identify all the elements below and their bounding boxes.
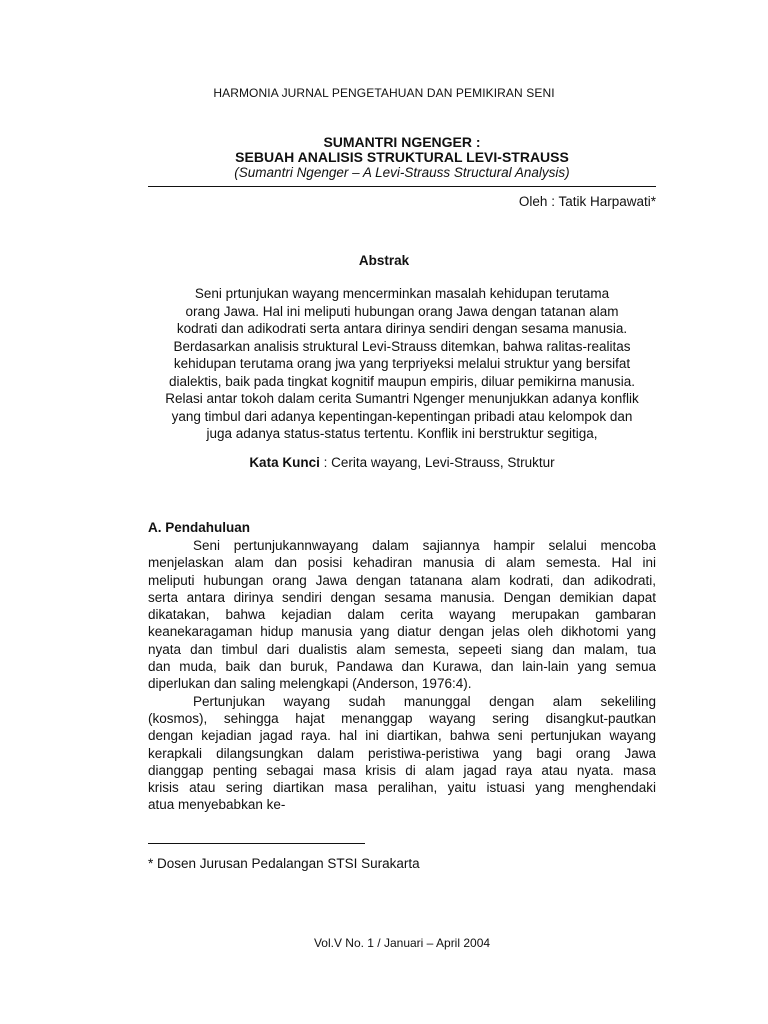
body-line: (kosmos), sehingga hajat menanggap wayang sering disangkut-pautkan xyxy=(148,710,656,726)
body-line: diperlukan dan saling melengkapi (Anderson, 1976:4). xyxy=(148,676,472,692)
body-line: menjelaskan alam dan posisi kehadiran manusia di alam semesta. Hal ini xyxy=(148,555,656,571)
abstract-body xyxy=(148,285,656,443)
section-body xyxy=(148,537,656,814)
abstract-line: yang timbul dari adanya kepentingan-kepentingan pribadi atau kelompok dan xyxy=(171,408,633,424)
body-line: atua menyebabkan ke- xyxy=(148,797,286,813)
body-line: meliputi hubungan orang Jawa dengan tatanana alam kodrati, dan adikodrati, xyxy=(148,572,656,588)
abstract-line: orang Jawa. Hal ini meliputi hubungan orang Jawa dengan tatanan alam xyxy=(185,303,619,319)
section-heading: A. Pendahuluan xyxy=(148,520,251,535)
article-title-block xyxy=(148,135,656,181)
body-line: serta antara dirinya sendiri dengan sesama manusia. Dengan demikian dapat xyxy=(148,589,656,605)
abstract-line: kehidupan terutama orang jwa yang terpriyeksi melalui struktur yang bersifat xyxy=(173,356,631,371)
abstract-line: Relasi antar tokoh dalam cerita Sumantri Ngenger menunjukkan adanya konflik xyxy=(165,391,639,406)
abstract-heading: Abstrak xyxy=(358,253,410,268)
body-line: Seni pertunjukannwayang dalam sajiannya hampir selalui mencoba xyxy=(193,538,656,553)
body-line: kerapkali dilangsungkan dalam peristiwa-peristiwa yang bagi orang Jawa xyxy=(148,745,656,761)
title-divider xyxy=(148,186,656,187)
article-title-line-1: SUMANTRI NGENGER : xyxy=(323,134,481,150)
abstract-line: Berdasarkan analisis struktural Levi-Strauss ditemkan, bahwa ralitas-realitas xyxy=(173,338,631,354)
abstract-line: kodrati dan adikodrati serta antara dirinya sendiri dengan sesama manusia. xyxy=(176,321,628,336)
body-line: dengan kejadian jagad raya. hal ini diartikan, bahwa seni pertunjukan wayang xyxy=(148,728,656,744)
author-byline: Oleh : Tatik Harpawati* xyxy=(518,194,656,209)
body-line: nyata dan timbul dari dualistis alam semesta, sepeeti siang dan malam, tua xyxy=(148,641,656,657)
abstract-line: dialektis, baik pada tingkat kognitif maupun empiris, diluar pemikirna manusia. xyxy=(169,373,635,389)
abstract-line: Seni prtunjukan wayang mencerminkan masalah kehidupan terutama xyxy=(194,286,610,301)
keywords-text: : Cerita wayang, Levi-Strauss, Struktur xyxy=(319,455,555,470)
body-line: Pertunjukan wayang sudah manunggal dengan alam sekeliling xyxy=(193,693,656,709)
abstract-line: juga adanya status-status tertentu. Konflik ini berstruktur segitiga, xyxy=(206,426,598,441)
body-line: dianggap penting sebagai masa krisis di alam jagad raya atau nyata. masa xyxy=(148,762,656,778)
keywords xyxy=(0,455,768,470)
running-head: HARMONIA JURNAL PENGETAHUAN DAN PEMIKIRAN SENI xyxy=(213,86,555,100)
footnote-divider xyxy=(148,843,365,844)
keywords-label: Kata Kunci xyxy=(249,455,320,470)
body-line: dan muda, baik dan buruk, Pandawa dan Kurawa, dan lain-lain yang semua xyxy=(148,659,656,675)
article-subtitle: (Sumantri Ngenger – A Levi-Strauss Structural Analysis) xyxy=(234,165,570,180)
article-title-line-2: SEBUAH ANALISIS STRUKTURAL LEVI-STRAUSS xyxy=(235,149,569,165)
body-line: keanekaragaman hidup manusia yang diatur dengan jelas oleh dikhotomi yang xyxy=(148,624,656,640)
footnote: * Dosen Jurusan Pedalangan STSI Surakarta xyxy=(148,856,420,871)
body-line: dikatakan, bahwa kejadian dalam cerita wayang merupakan gambaran xyxy=(148,607,656,623)
page-footer: Vol.V No. 1 / Januari – April 2004 xyxy=(313,936,491,950)
body-line: krisis atau sering diartikan masa peralihan, yaitu istuasi yang menghendaki xyxy=(148,780,656,796)
